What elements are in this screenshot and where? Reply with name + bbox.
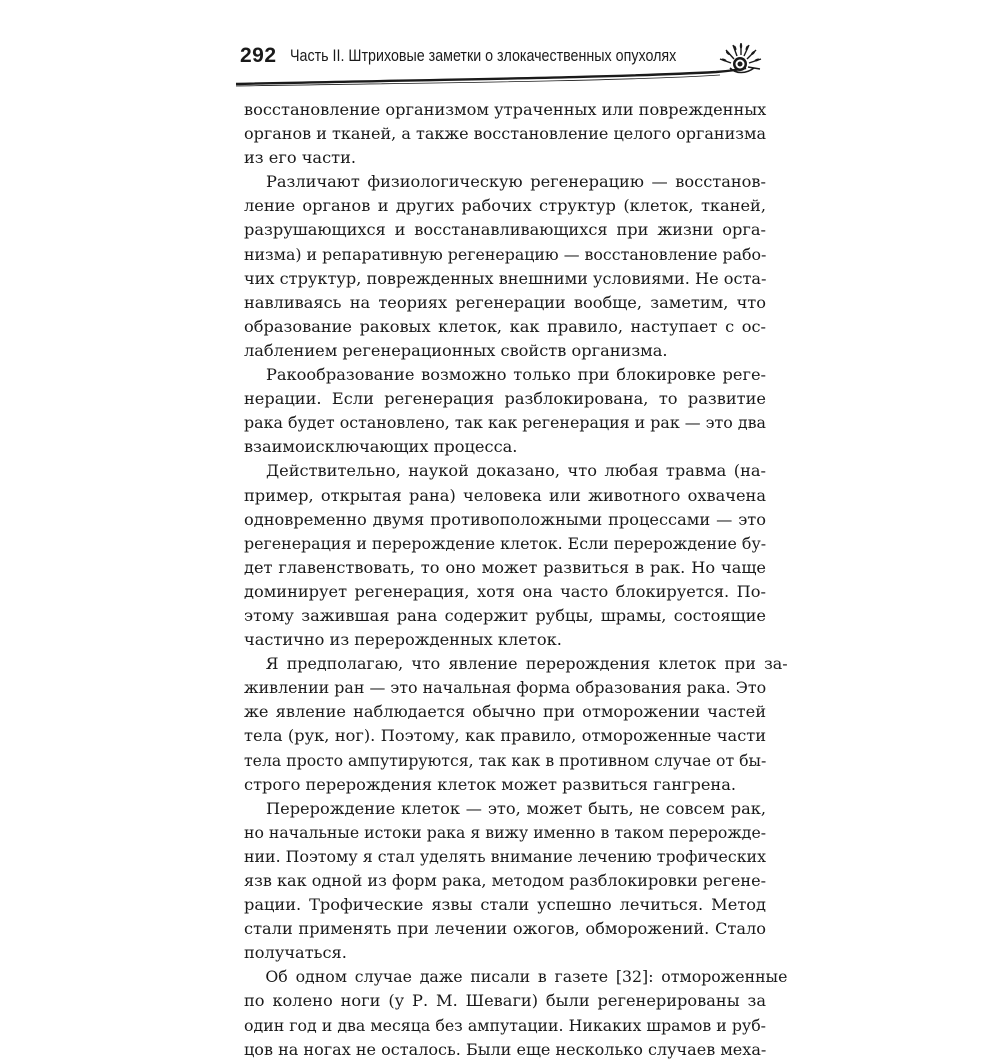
- text-line: одновременно двумя противоположными процессами — это: [244, 509, 766, 529]
- text-line: разрушающихся и восстанавливающихся при жизни орга-: [244, 220, 766, 240]
- text-line: чих структур, поврежденных внешними условиями. Не оста-: [244, 268, 767, 288]
- text-line: Перерождение клеток — это, может быть, не совсем рак,: [266, 798, 766, 818]
- text-line: этому зажившая рана содержит рубцы, шрамы, состоящие: [244, 605, 766, 625]
- text-line: живлении ран — это начальная форма образования рака. Это: [244, 678, 767, 698]
- text-line: Ракообразование возможно только при блокировке реге-: [266, 365, 766, 385]
- text-line: доминирует регенерация, хотя она часто блокируется. По-: [244, 581, 766, 601]
- text-line: восстановление организмом утраченных или поврежденных: [244, 100, 767, 119]
- text-line: тела (рук, ног). Поэтому, как правило, отмороженные части: [244, 726, 766, 746]
- text-line: навливаясь на теориях регенерации вообще, заметим, что: [244, 292, 766, 312]
- page-number: 292: [240, 44, 277, 67]
- text-line: нерации. Если регенерация разблокирована, то развитие: [244, 389, 766, 409]
- text-line: получаться.: [244, 943, 347, 963]
- text-line: лаблением регенерационных свойств организма.: [244, 340, 668, 360]
- text-line: взаимоисключающих процесса.: [244, 437, 518, 457]
- text-line: ление органов и других рабочих структур (клеток, тканей,: [244, 196, 766, 216]
- text-line: цов на ногах не осталось. Были еще несколько случаев меха-: [244, 1039, 767, 1059]
- text-line: стали применять при лечении ожогов, обморожений. Стало: [244, 919, 766, 939]
- text-line: один год и два месяца без ампутации. Никаких шрамов и руб-: [244, 1015, 767, 1035]
- text-line: строго перерождения клеток может развиться гангрена.: [244, 774, 737, 794]
- text-line: по колено ноги (у Р. М. Шеваги) были регенерированы за: [244, 991, 766, 1011]
- text-line: рака будет остановлено, так как регенерация и рак — это два: [244, 413, 766, 433]
- text-line: язв как одной из форм рака, методом разблокировки регене-: [244, 871, 766, 890]
- running-title: Часть II. Штриховые заметки о злокачественных опухолях: [290, 46, 677, 65]
- text-line: но начальные истоки рака я вижу именно в таком перерожде-: [244, 822, 767, 842]
- text-line: Различают физиологическую регенерацию — восстанов-: [266, 172, 766, 192]
- text-line: нии. Поэтому я стал уделять внимание лечению трофических: [244, 846, 766, 866]
- text-line: дет главенствовать, то оно может развиться в рак. Но чаще: [244, 557, 766, 577]
- text-line: низма) и репаративную регенерацию — восстановление рабо-: [244, 244, 767, 264]
- text-line: Действительно, наукой доказано, что любая травма (на-: [266, 461, 766, 481]
- text-line: же явление наблюдается обычно при отморожении частей: [244, 702, 766, 722]
- text-line: из его части.: [244, 148, 357, 168]
- text-line: пример, открытая рана) человека или животного охвачена: [244, 485, 766, 505]
- text-line: рации. Трофические язвы стали успешно лечиться. Метод: [244, 895, 766, 915]
- text-line: тела просто ампутируются, так как в противном случае от бы-: [244, 750, 767, 770]
- text-line: Я предполагаю, что явление перерождения клеток при за-: [265, 654, 788, 674]
- running-header: [228, 40, 768, 90]
- text-line: частично из перерожденных клеток.: [244, 630, 562, 650]
- text-line: образование раковых клеток, как правило, наступает с ос-: [244, 316, 766, 336]
- text-line: Об одном случае даже писали в газете [32]: отмороженные: [265, 967, 788, 987]
- body-text: [244, 98, 788, 1062]
- text-line: регенерация и перерождение клеток. Если перерождение бу-: [244, 533, 767, 553]
- text-line: органов и тканей, а также восстановление целого организма: [244, 124, 766, 144]
